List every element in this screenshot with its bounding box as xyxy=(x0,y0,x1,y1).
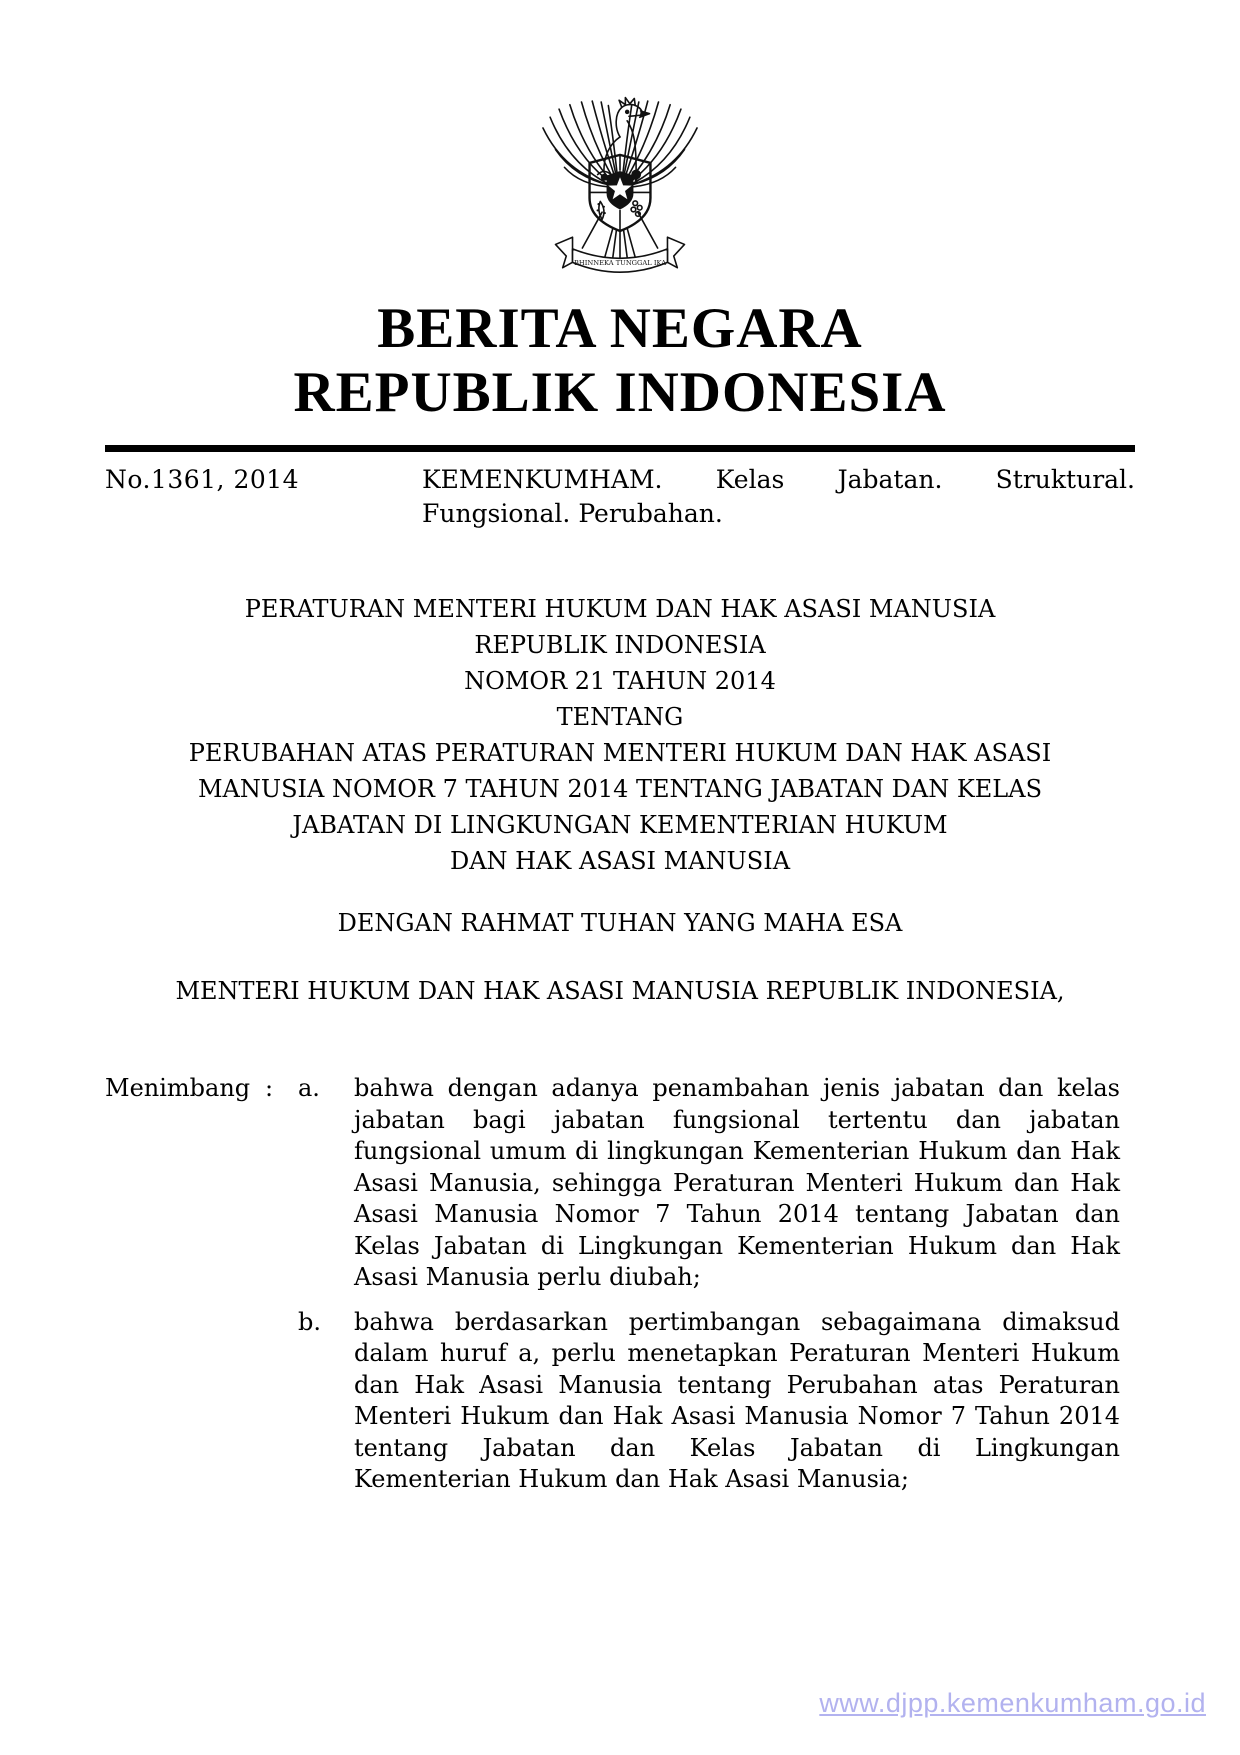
masthead-divider xyxy=(105,445,1135,452)
heading-line: PERUBAHAN ATAS PERATURAN MENTERI HUKUM DAN HAK ASASI xyxy=(188,739,1052,767)
regulation-heading xyxy=(105,591,1135,879)
heading-line: JABATAN DI LINGKUNGAN KEMENTERIAN HUKUM xyxy=(292,811,948,839)
consideration-item xyxy=(298,1073,1135,1294)
consideration-text: bahwa berdasarkan pertimbangan sebagaimana dimaksud dalam huruf a, perlu menetapkan Peraturan Menteri Hukum dan Hak Asasi Manusia tentang Perubahan atas Peraturan Menteri Hukum dan Hak Asasi Manusia Nomor 7 Tahun 2014 tentang Jabatan dan Kelas Jabatan di Lingkungan Kementerian Hukum dan Hak Asasi Manusia; xyxy=(354,1307,1120,1493)
authority-line: MENTERI HUKUM DAN HAK ASASI MANUSIA REPUBLIK INDONESIA, xyxy=(175,977,1065,1005)
heading-line: NOMOR 21 TAHUN 2014 xyxy=(464,667,776,695)
consideration-letter: b. xyxy=(298,1307,321,1336)
considerations-items xyxy=(298,1073,1135,1496)
masthead-title-line1: BERITA NEGARA xyxy=(377,297,863,360)
considerations-block xyxy=(105,1073,1135,1496)
garuda-pancasila-icon xyxy=(526,85,714,291)
subject-line2: Fungsional. Perubahan. xyxy=(422,499,723,528)
invocation-line: DENGAN RAHMAT TUHAN YANG MAHA ESA xyxy=(337,909,903,937)
consideration-text: bahwa dengan adanya penambahan jenis jabatan dan kelas jabatan bagi jabatan fungsional tertentu dan jabatan fungsional umum di lingkungan Kementerian Hukum dan Hak Asasi Manusia, sehingga Peraturan Menteri Hukum dan Hak Asasi Manusia Nomor 7 Tahun 2014 tentang Jabatan dan Kelas Jabatan di Lingkungan Kementerian Hukum dan Hak Asasi Manusia perlu diubah; xyxy=(354,1074,1120,1291)
footer-website-link[interactable]: www.djpp.kemenkumham.go.id xyxy=(819,1688,1206,1718)
masthead-title-line2: REPUBLIK INDONESIA xyxy=(293,361,947,424)
consideration-item xyxy=(298,1307,1135,1496)
gazette-header-row xyxy=(105,463,1135,531)
emblem-motto: BHINNEKA TUNGGAL IKA xyxy=(573,259,667,268)
issue-number: No.1361, 2014 xyxy=(105,465,300,494)
subject-line1: KEMENKUMHAM. Kelas Jabatan. Struktural. xyxy=(422,465,1135,494)
emblem-container xyxy=(105,85,1135,291)
heading-line: DAN HAK ASASI MANUSIA xyxy=(449,847,791,875)
heading-line: TENTANG xyxy=(556,703,684,731)
considerations-colon: : xyxy=(265,1074,274,1102)
heading-line: MANUSIA NOMOR 7 TAHUN 2014 TENTANG JABATAN DAN KELAS xyxy=(197,775,1043,803)
masthead-title xyxy=(105,297,1135,425)
heading-line: PERATURAN MENTERI HUKUM DAN HAK ASASI MANUSIA xyxy=(244,595,996,623)
subject-abstract xyxy=(422,463,1135,531)
heading-line: REPUBLIK INDONESIA xyxy=(474,631,766,659)
consideration-letter: a. xyxy=(298,1074,320,1102)
considerations-label: Menimbang xyxy=(105,1074,251,1102)
